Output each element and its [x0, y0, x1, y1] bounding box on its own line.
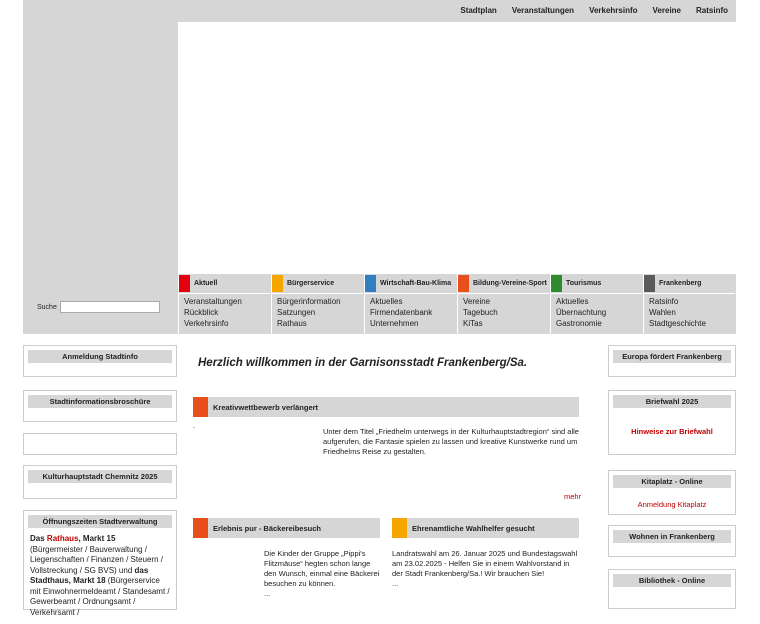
menu-item[interactable]: Rathaus	[277, 319, 307, 328]
briefwahl-link[interactable]: Hinweise zur Briefwahl	[631, 427, 713, 436]
news-header-baeckereibesuch[interactable]: Erlebnis pur - Bäckereibesuch	[193, 518, 380, 538]
logo-area	[23, 22, 178, 274]
box-title: Europa fördert Frankenberg	[613, 350, 731, 363]
box-stadtinformationsbroschuere[interactable]	[23, 390, 177, 422]
hero-image-area	[178, 22, 736, 274]
menu-tourismus-header[interactable]: Tourismus	[550, 274, 642, 294]
box-europa[interactable]	[608, 345, 736, 377]
category-color-marker	[272, 275, 283, 292]
menu-item[interactable]: Gastronomie	[556, 319, 602, 328]
news-header-kreativwettbewerb[interactable]: Kreativwettbewerb verlängert	[193, 397, 579, 417]
category-color-marker	[365, 275, 376, 292]
menu-item[interactable]: Aktuelles	[370, 297, 403, 306]
page-title: Herzlich willkommen in der Garnisonsstadt Frankenberg/Sa.	[198, 357, 528, 369]
box-title: Kitaplatz - Online	[613, 475, 731, 488]
box-bibliothek[interactable]	[608, 569, 736, 609]
top-nav-veranstaltungen[interactable]: Veranstaltungen	[511, 6, 575, 15]
menu-item[interactable]: Verkehrsinfo	[184, 319, 229, 328]
menu-aktuell-header[interactable]: Aktuell	[178, 274, 270, 294]
menu-buergerservice	[271, 274, 363, 334]
menu-bildung-header[interactable]: Bildung-Vereine-Sport	[457, 274, 549, 294]
news-color-marker	[392, 518, 407, 538]
menu-item[interactable]: Übernachtung	[556, 308, 607, 317]
top-bar	[23, 0, 736, 22]
menu-frankenberg	[643, 274, 735, 334]
box-title: Briefwahl 2025	[613, 395, 731, 408]
box-title: Kulturhauptstadt Chemnitz 2025	[28, 470, 172, 483]
menu-item[interactable]: Vereine	[463, 297, 491, 306]
menu-item[interactable]: Unternehmen	[370, 319, 419, 328]
news-text: Unter dem Titel „Friedhelm unterwegs in der Kulturhauptstadtregion“ sind alle aufgerufen, die Fantasie spielen zu lassen und kreative Kunstwerke rund um Friedhelms Reise zu gestalten.	[323, 427, 579, 456]
news-header-wahlhelfer[interactable]: Ehrenamtliche Wahlhelfer gesucht	[392, 518, 579, 538]
opening-hours-text: Das Rathaus, Markt 15 (Bürgermeister / Bauverwaltung / Liegenschaften / Finanzen / Steuern / Vollstreckung / SG BVS) und das Stadthaus, Markt 18 (Bürgerservice mit Einwohnermeldeamt / Standesamt / Gewerbeamt / Ordnungsamt / Verkehrsamt /	[30, 534, 170, 617]
menu-buergerservice-header[interactable]: Bürgerservice	[271, 274, 363, 294]
menu-bildung	[457, 274, 549, 334]
category-color-marker	[644, 275, 655, 292]
box-oeffnungszeiten	[23, 510, 177, 617]
news-image-placeholder: .	[193, 421, 196, 430]
search-input[interactable]	[60, 301, 160, 313]
rathaus-link[interactable]: Rathaus	[46, 534, 79, 543]
search-box	[37, 301, 160, 313]
box-title: Wohnen in Frankenberg	[613, 530, 731, 543]
search-label: Suche	[37, 303, 57, 311]
box-title: Öffnungszeiten Stadtverwaltung	[28, 515, 172, 528]
news-color-marker	[193, 397, 208, 417]
news-color-marker	[193, 518, 208, 538]
box-anmeldung-stadtinfo[interactable]	[23, 345, 177, 377]
box-title: Stadtinformationsbroschüre	[28, 395, 172, 408]
news-text: Landratswahl am 26. Januar 2025 und Bundestagswahl am 23.02.2025 - Helfen Sie in einem Wahlvorstand in der Stadt Frankenberg/Sa.! Wir brauchen Sie! ...	[392, 549, 578, 588]
menu-item[interactable]: Aktuelles	[556, 297, 589, 306]
category-color-marker	[551, 275, 562, 292]
menu-item[interactable]: Ratsinfo	[649, 297, 679, 306]
kitaplatz-link[interactable]: Anmeldung Kitaplatz	[637, 500, 707, 509]
category-color-marker	[458, 275, 469, 292]
menu-frankenberg-header[interactable]: Frankenberg	[643, 274, 735, 294]
top-nav-vereine[interactable]: Vereine	[652, 6, 681, 15]
menu-tourismus	[550, 274, 642, 334]
menu-wirtschaft-header[interactable]: Wirtschaft-Bau-Klima	[364, 274, 456, 294]
menu-item[interactable]: Wahlen	[649, 308, 676, 317]
category-color-marker	[179, 275, 190, 292]
menu-item[interactable]: Bürgerinformation	[277, 297, 341, 306]
box-title: Anmeldung Stadtinfo	[28, 350, 172, 363]
box-briefwahl	[608, 390, 736, 455]
top-nav	[460, 6, 728, 15]
menu-item[interactable]: Tagebuch	[463, 308, 498, 317]
menu-item[interactable]: KiTas	[463, 319, 483, 328]
menu-wirtschaft	[364, 274, 456, 334]
menu-item[interactable]: Stadtgeschichte	[649, 319, 706, 328]
box-wohnen[interactable]	[608, 525, 736, 557]
top-nav-ratsinfo[interactable]: Ratsinfo	[696, 6, 728, 15]
box-kitaplatz	[608, 470, 736, 515]
more-link[interactable]: mehr	[564, 492, 582, 501]
top-nav-verkehrsinfo[interactable]: Verkehrsinfo	[589, 6, 638, 15]
menu-item[interactable]: Veranstaltungen	[184, 297, 242, 306]
box-empty	[23, 433, 177, 455]
menu-item[interactable]: Firmendatenbank	[370, 308, 433, 317]
menu-item[interactable]: Rückblick	[184, 308, 219, 317]
menu-aktuell	[178, 274, 270, 334]
box-title: Bibliothek - Online	[613, 574, 731, 587]
news-text: Die Kinder der Gruppe „Pippi's Flitzmäuse“ hegten schon lange den Wunsch, einmal eine Bäckerei besuchen zu können. ...	[264, 549, 380, 598]
top-nav-stadtplan[interactable]: Stadtplan	[460, 6, 497, 15]
main-menu	[23, 274, 736, 334]
menu-item[interactable]: Satzungen	[277, 308, 316, 317]
box-kulturhauptstadt[interactable]	[23, 465, 177, 499]
